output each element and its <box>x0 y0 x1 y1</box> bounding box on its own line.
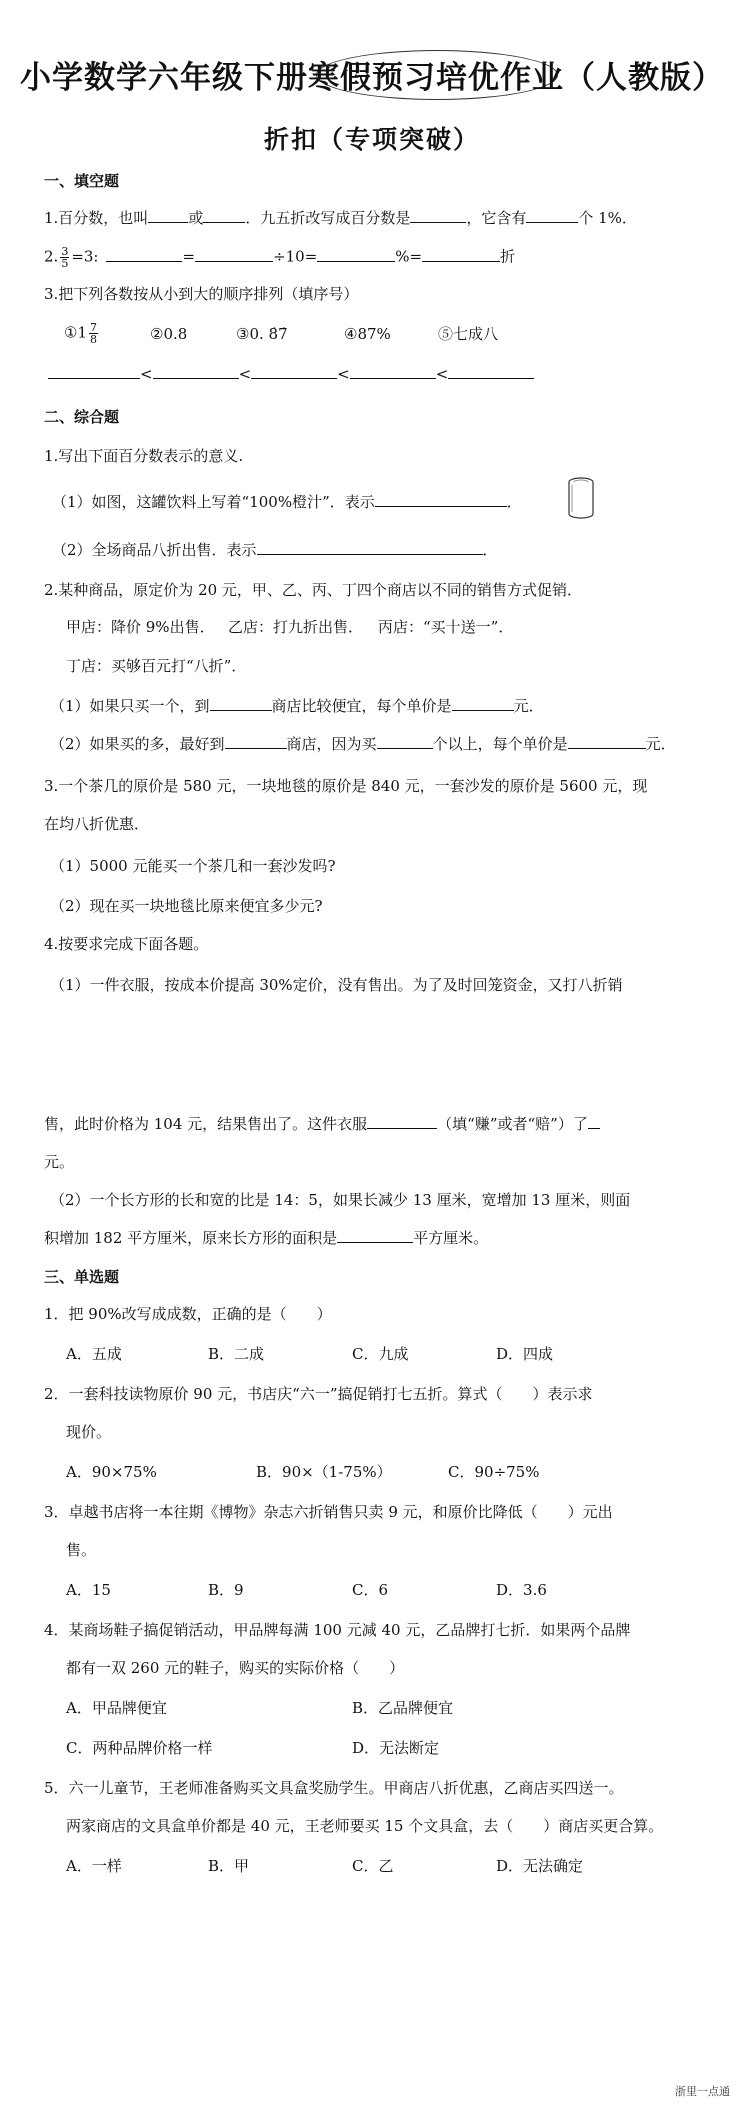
answer-blank[interactable] <box>195 247 273 262</box>
choice-q3-option-c[interactable]: C．6 <box>352 1581 389 1599</box>
comp-q2-part1: （1）如果只买一个，到 商店比较便宜，每个单价是 元． <box>50 697 544 715</box>
answer-blank[interactable] <box>588 1114 600 1129</box>
fill-question-1: 1.百分数，也叫 或 ．九五折改写成百分数是 ，它含有 个 1%． <box>44 209 637 227</box>
choice-question-4-line2: 都有一双 260 元的鞋子，购买的实际价格（ ） <box>66 1659 405 1677</box>
comp-q4-part1-line1: （1）一件衣服，按成本价提高 30%定价，没有售出。为了及时回笼资金，又打八折销 <box>50 976 623 994</box>
juice-can-icon <box>566 476 596 520</box>
comp-q4-part2-line2: 积增加 182 平方厘米，原来长方形的面积是 平方厘米。 <box>44 1229 489 1247</box>
answer-blank[interactable] <box>526 208 578 223</box>
shop-d: 丁店：买够百元打“八折”． <box>66 657 247 675</box>
comp-question-2: 2.某种商品，原定价为 20 元，甲、乙、丙、丁四个商店以不同的销售方式促销． <box>44 581 582 599</box>
answer-blank[interactable] <box>317 247 395 262</box>
choice-q4-option-d[interactable]: D．无法断定 <box>352 1739 440 1757</box>
section-fill-heading: 一、填空题 <box>44 172 120 190</box>
comp-q1-part2: （2）全场商品八折出售．表示 ． <box>52 541 498 559</box>
answer-blank[interactable] <box>375 492 507 507</box>
option-2: ②0.8 <box>150 325 188 343</box>
answer-blank[interactable] <box>153 364 239 379</box>
page-subtitle: 折扣（专项突破） <box>263 125 480 154</box>
answer-blank[interactable] <box>210 696 272 711</box>
choice-q5-option-a[interactable]: A．一样 <box>66 1857 122 1875</box>
fill-question-2: 2. $\frac{3}{5}$ =3: = ÷10= %= 折 <box>44 245 516 270</box>
comp-q4-part1-line3: 元。 <box>44 1153 75 1171</box>
page-title: 小学数学六年级下册寒假预习培优作业（人教版） <box>20 60 724 96</box>
answer-blank[interactable] <box>106 247 182 262</box>
answer-blank[interactable] <box>257 540 483 555</box>
comp-q1-part1: （1）如图，这罐饮料上写着“100%橙汁”．表示 ． <box>52 493 522 511</box>
choice-question-1: 1．把 90%改写成成数，正确的是（ ） <box>44 1305 332 1323</box>
option-1: ①1 $\frac{7}{8}$ <box>64 321 97 346</box>
choice-q4-option-c[interactable]: C．两种品牌价格一样 <box>66 1739 213 1757</box>
choice-q2-option-b[interactable]: B．90×（1-75%） <box>256 1463 392 1481</box>
fraction: $\frac{3}{5}$ <box>61 245 69 270</box>
fill-question-3: 3.把下列各数按从小到大的顺序排列（填序号） <box>44 285 359 303</box>
shop-a: 甲店：降价 9%出售． <box>66 618 215 636</box>
section-choice-heading: 三、单选题 <box>44 1268 120 1286</box>
comp-question-4: 4.按要求完成下面各题。 <box>44 935 209 953</box>
choice-question-2-line1: 2．一套科技读物原价 90 元，书店庆“六一”搞促销打七五折。算式（ ）表示求 <box>44 1385 593 1403</box>
answer-blank[interactable] <box>452 696 514 711</box>
choice-q3-option-b[interactable]: B．9 <box>208 1581 244 1599</box>
answer-blank[interactable] <box>448 364 534 379</box>
option-5: ⑤七成八 <box>438 325 499 343</box>
answer-blank[interactable] <box>350 364 436 379</box>
option-3: ③0. 8̇7̇ <box>236 325 288 343</box>
choice-q1-option-b[interactable]: B．二成 <box>208 1345 265 1363</box>
choice-q3-option-d[interactable]: D．3.6 <box>496 1581 547 1599</box>
answer-blank[interactable] <box>422 247 500 262</box>
choice-q4-option-a[interactable]: A．甲品牌便宜 <box>66 1699 167 1717</box>
choice-q5-option-d[interactable]: D．无法确定 <box>496 1857 584 1875</box>
answer-blank[interactable] <box>367 1114 437 1129</box>
choice-q5-option-b[interactable]: B．甲 <box>208 1857 250 1875</box>
answer-blank[interactable] <box>225 734 287 749</box>
shop-b: 乙店：打九折出售． <box>228 618 364 636</box>
choice-q5-option-c[interactable]: C．乙 <box>352 1857 394 1875</box>
answer-blank[interactable] <box>148 208 188 223</box>
answer-blank[interactable] <box>568 734 646 749</box>
choice-question-2-line2: 现价。 <box>66 1423 112 1441</box>
comp-question-3-line1: 3.一个茶几的原价是 580 元，一块地毯的原价是 840 元，一套沙发的原价是 5600 元，现 <box>44 777 648 795</box>
choice-q3-option-a[interactable]: A．15 <box>66 1581 111 1599</box>
option-4: ④87% <box>344 325 391 343</box>
choice-q1-option-d[interactable]: D．四成 <box>496 1345 554 1363</box>
comp-q4-part1-line2: 售，此时价格为 104 元，结果售出了。这件衣服 （填“赚”或者“赔”）了 <box>44 1114 600 1134</box>
choice-question-4-line1: 4．某商场鞋子搞促销活动，甲品牌每满 100 元减 40 元，乙品牌打七折．如果两个品牌 <box>44 1621 631 1639</box>
comp-q4-part2-line1: （2）一个长方形的长和宽的比是 14：5，如果长减少 13 厘米，宽增加 13 厘米，则面 <box>50 1191 631 1209</box>
comp-question-1: 1.写出下面百分数表示的意义. <box>44 447 244 465</box>
answer-blank[interactable] <box>377 734 433 749</box>
answer-blank[interactable] <box>251 364 337 379</box>
choice-q2-option-c[interactable]: C．90÷75% <box>448 1463 540 1481</box>
comp-q3-part1: （1）5000 元能买一个茶几和一套沙发吗? <box>50 857 336 875</box>
answer-blank[interactable] <box>410 208 466 223</box>
section-comprehensive-heading: 二、综合题 <box>44 408 120 426</box>
choice-question-5-line2: 两家商店的文具盒单价都是 40 元，王老师要买 15 个文具盒，去（ ）商店买更合算。 <box>66 1817 664 1835</box>
order-answer-row: < < < < <box>48 364 534 384</box>
answer-blank[interactable] <box>337 1228 413 1243</box>
choice-question-3-line1: 3．卓越书店将一本往期《博物》杂志六折销售只卖 9 元，和原价比降低（ ）元出 <box>44 1503 613 1521</box>
choice-question-3-line2: 售。 <box>66 1541 97 1559</box>
comp-question-3-line2: 在均八折优惠． <box>44 815 150 833</box>
comp-q3-part2: （2）现在买一块地毯比原来便宜多少元? <box>50 897 323 915</box>
choice-q1-option-c[interactable]: C．九成 <box>352 1345 409 1363</box>
fraction: $\frac{7}{8}$ <box>90 321 97 346</box>
comp-q2-part2: （2）如果买的多，最好到 商店，因为买 个以上，每个单价是 元． <box>50 735 676 753</box>
choice-q1-option-a[interactable]: A．五成 <box>66 1345 122 1363</box>
answer-blank[interactable] <box>203 208 245 223</box>
choice-q4-option-b[interactable]: B．乙品牌便宜 <box>352 1699 454 1717</box>
shop-c: 丙店：“买十送一”． <box>378 618 514 636</box>
choice-q2-option-a[interactable]: A．90×75% <box>66 1463 157 1481</box>
choice-question-5-line1: 5．六一儿童节，王老师准备购买文具盒奖励学生。甲商店八折优惠，乙商店买四送一。 <box>44 1779 624 1797</box>
answer-blank[interactable] <box>48 364 140 379</box>
footer-brand: 浙里一点通 <box>675 2085 730 2098</box>
